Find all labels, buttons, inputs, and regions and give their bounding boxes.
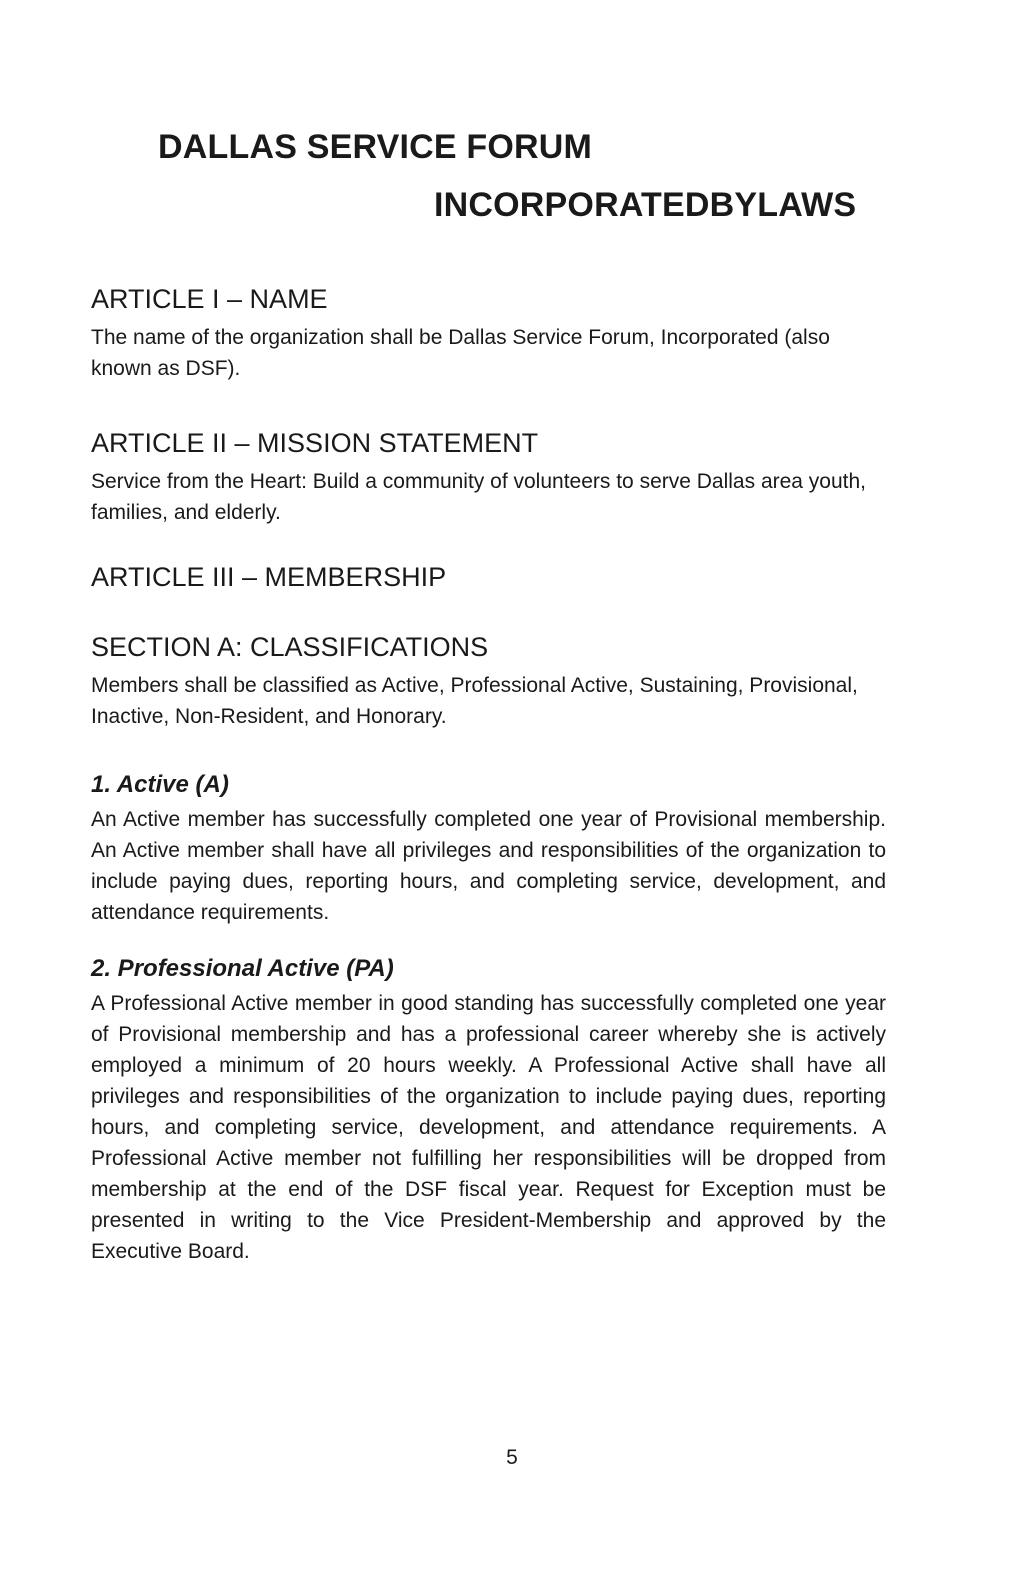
article-2-text: Service from the Heart: Build a community of volunteers to serve Dallas area youth, families, and elderly. <box>91 470 867 524</box>
article-2-heading: ARTICLE II – MISSION STATEMENT <box>91 428 539 458</box>
document-body <box>91 280 886 1267</box>
section-a-text: Members shall be classified as Active, Professional Active, Sustaining, Provisional, Inactive, Non-Resident, and Honorary. <box>91 674 858 728</box>
document-title-line-2: INCORPORATEDBYLAWS <box>434 186 857 224</box>
article-1-heading: ARTICLE I – NAME <box>91 284 328 314</box>
document-title-line-1: DALLAS SERVICE FORUM <box>158 128 593 166</box>
item-2-text: A Professional Active member in good standing has successfully completed one year of Provisional membership and has a professional career whereby she is actively employed a minimum of 20 hours weekly. A Professional Active shall have all privileges and responsibilities of the organization to include paying dues, reporting hours, and completing service, development, and attendance requirements. A Professional Active member not fulfilling her responsibilities will be dropped from membership at the end of the DSF fiscal year. Request for Exception must be presented in writing to the Vice President-Membership and approved by the Executive Board. <box>91 992 886 1263</box>
section-a-heading: SECTION A: CLASSIFICATIONS <box>91 632 489 662</box>
page-number: 5 <box>506 1446 518 1469</box>
item-2-heading: 2. Professional Active (PA) <box>91 955 394 982</box>
item-1-text: An Active member has successfully completed one year of Provisional membership. An Active member shall have all privileges and responsibilities of the organization to include paying dues, reporting hours, and completing service, development, and attendance requirements. <box>91 808 886 924</box>
article-3-heading: ARTICLE III – MEMBERSHIP <box>91 562 447 592</box>
item-1-heading: 1. Active (A) <box>91 771 229 798</box>
article-1-text: The name of the organization shall be Dallas Service Forum, Incorporated (also known as DSF). <box>91 326 830 380</box>
